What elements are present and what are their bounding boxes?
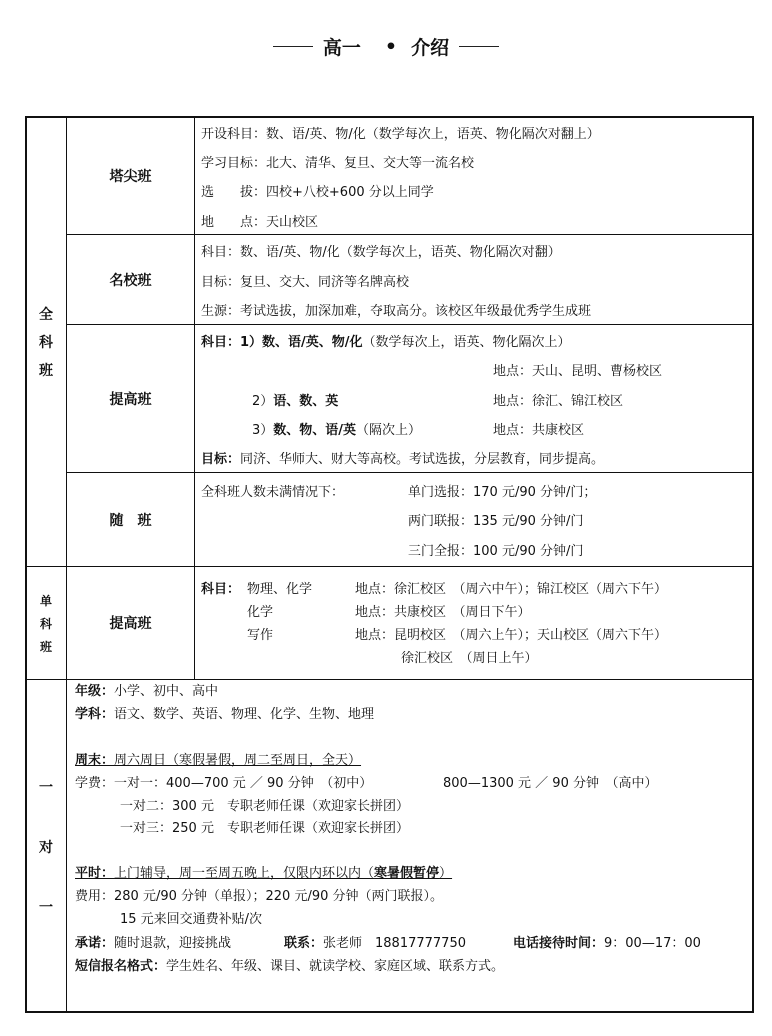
tigao-l1-rest: （数学每次上，语英、物化隔次上） — [362, 335, 571, 350]
one-grade-value: 小学、初中、高中 — [114, 684, 219, 699]
suiban-intro: 全科班人数未满情况下： — [201, 485, 345, 500]
one-fee-1-senior: 800—1300 元 ／ 90 分钟 （高中） — [443, 776, 658, 791]
one-sms-format — [75, 959, 504, 975]
tigao-line-1 — [201, 335, 571, 351]
class-mingxiao: 名校班 — [109, 272, 152, 289]
single-location-2: 地点：共康校区 （周日下午） — [355, 605, 531, 620]
one-fee-3: 一对三：250 元 专职老师任课（欢迎家长拼团） — [120, 821, 409, 836]
one-weekday-pause: 寒暑假暂停 — [374, 866, 440, 881]
tajian-goal: 学习目标：北大、清华、复旦、交大等一流名校 — [201, 156, 475, 171]
one-weekday-end: ） — [439, 866, 453, 881]
one-sms-label: 短信报名格式： — [75, 959, 167, 974]
one-subject-label: 学科： — [75, 707, 115, 722]
class-single-tigao: 提高班 — [109, 616, 152, 632]
divider-row-5 — [25, 679, 754, 680]
one-fee-1-junior: 400—700 元 ／ 90 分钟 （初中） — [166, 776, 373, 791]
title-rule-right — [459, 46, 499, 47]
tajian-selection-value: 四校+八校+600 分以上同学 — [266, 185, 434, 200]
category-full — [25, 118, 67, 566]
one-sms-value: 学生姓名、年级、课目、就读学校、家庭区域、联系方式。 — [166, 959, 505, 974]
suiban-price-single: 单门选报：170 元/90 分钟/门； — [408, 485, 597, 500]
class-tajian: 塔尖班 — [109, 169, 152, 185]
single-subject-2: 化学 — [247, 605, 274, 620]
category-one-char: 一 — [39, 899, 53, 916]
title-rule-left — [273, 46, 313, 47]
category-one-on-one — [25, 680, 67, 1013]
tigao-goal — [201, 452, 604, 468]
tajian-selection — [201, 185, 434, 201]
title-dot: • — [384, 35, 398, 58]
tigao-line-2 — [252, 394, 338, 410]
one-fee-1 — [75, 776, 372, 792]
category-full-char: 全 — [39, 307, 53, 323]
divider-col-2 — [194, 116, 195, 679]
one-subject — [75, 707, 374, 723]
category-single-char: 科 — [39, 616, 52, 631]
tigao-l3-location: 地点：共康校区 — [493, 423, 585, 438]
single-subject-label: 科目： — [201, 582, 241, 597]
one-weekend-value: 周六周日（寒假暑假，周二至周日，全天） — [114, 753, 362, 768]
class-suiban: 随 班 — [109, 512, 152, 529]
tajian-subjects: 开设科目：数、语/英、物/化（数学每次上，语英、物化隔次对翻上） — [201, 127, 600, 142]
tigao-l1-location: 地点：天山、昆明、曹杨校区 — [493, 364, 663, 379]
category-single-char: 班 — [39, 639, 52, 654]
one-grade — [75, 684, 218, 700]
one-promise — [75, 936, 231, 952]
tigao-l2-prefix: 2） — [252, 394, 274, 409]
category-single-char: 单 — [39, 593, 52, 608]
one-promise-label: 承诺： — [75, 936, 115, 951]
one-weekday-value: 上门辅导，周一至周五晚上，仅限内环以内（ — [114, 866, 375, 881]
tigao-goal-label: 目标： — [201, 452, 241, 467]
one-fee-1-label: 学费：一对一： — [75, 776, 167, 791]
tigao-l1-subjects: 数、语/英、物/化 — [262, 335, 363, 350]
tigao-l2-subjects: 语、数、英 — [273, 394, 339, 409]
mingxiao-source: 生源：考试选拔，加深加难，夺取高分。该校区年级最优秀学生成班 — [201, 304, 592, 319]
one-weekday — [75, 866, 452, 882]
tigao-line-3 — [252, 423, 421, 439]
category-single — [25, 567, 67, 679]
tigao-l3-subjects: 数、物、语/英 — [273, 423, 357, 438]
tigao-l3-prefix: 3） — [252, 423, 274, 438]
one-contact — [284, 936, 466, 952]
tajian-location-value: 天山校区 — [266, 215, 319, 230]
one-phone-hours — [513, 936, 701, 952]
category-full-char: 科 — [39, 335, 53, 351]
class-tigao: 提高班 — [109, 391, 152, 408]
title-left: 高一 — [322, 37, 361, 59]
one-fee-2: 一对二：300 元 专职老师任课（欢迎家长拼团） — [120, 799, 409, 814]
one-grade-label: 年级： — [75, 684, 115, 699]
category-full-char: 班 — [39, 363, 53, 379]
one-phone-label: 电话接待时间： — [513, 936, 605, 951]
one-phone-value: 9：00—17：00 — [604, 936, 701, 951]
single-location-1: 地点：徐汇校区 （周六中午）；锦江校区（周六下午） — [355, 582, 668, 597]
mingxiao-subjects: 科目：数、语/英、物/化（数学每次上，语英、物化隔次对翻） — [201, 245, 561, 260]
category-one-char: 对 — [39, 839, 53, 856]
single-subject-1: 物理、化学 — [247, 582, 313, 597]
page-title — [0, 32, 772, 60]
tigao-l3-rest: （隔次上） — [356, 423, 422, 438]
one-transport: 15 元来回交通费补贴/次 — [120, 912, 263, 927]
tajian-selection-label: 选 拔： — [201, 185, 267, 200]
tajian-location — [201, 215, 318, 231]
suiban-price-two: 两门联报：135 元/90 分钟/门 — [408, 514, 584, 529]
single-location-3: 地点：昆明校区 （周六上午）；天山校区（周六下午） — [355, 628, 668, 643]
one-weekend — [75, 753, 361, 769]
one-weekend-label: 周末： — [75, 753, 115, 768]
tigao-goal-text: 同济、华师大、财大等高校。考试选拔，分层教育，同步提高。 — [240, 452, 605, 467]
one-weekday-label: 平时： — [75, 866, 115, 881]
one-contact-label: 联系： — [284, 936, 324, 951]
category-one-char: 一 — [39, 779, 53, 796]
single-location-4: 徐汇校区 （周日上午） — [401, 651, 538, 666]
tigao-l2-location: 地点：徐汇、锦江校区 — [493, 394, 624, 409]
title-right: 介绍 — [411, 37, 450, 59]
single-subject-3: 写作 — [247, 628, 274, 643]
tigao-l1-prefix: 科目：1） — [201, 335, 263, 350]
one-contact-value: 张老师 18817777750 — [323, 936, 466, 951]
suiban-price-three: 三门全报：100 元/90 分钟/门 — [408, 544, 584, 559]
mingxiao-goal: 目标：复旦、交大、同济等名牌高校 — [201, 275, 410, 290]
one-promise-value: 随时退款，迎接挑战 — [114, 936, 232, 951]
tajian-location-label: 地 点： — [201, 215, 267, 230]
one-cost: 费用：280 元/90 分钟（单报）；220 元/90 分钟（两门联报）。 — [75, 889, 443, 904]
one-subject-value: 语文、数学、英语、物理、化学、生物、地理 — [114, 707, 375, 722]
